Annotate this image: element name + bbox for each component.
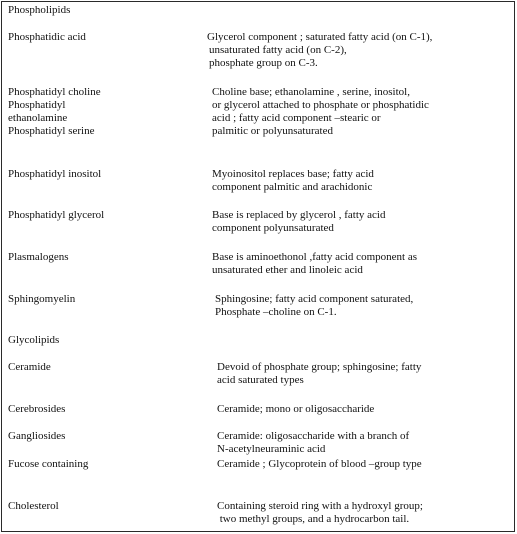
description-line: Phosphate –choline on C-1. xyxy=(215,306,337,318)
lipid-name: Gangliosides xyxy=(8,430,66,442)
lipid-description xyxy=(207,31,432,70)
name-line: Phosphatidyl choline xyxy=(8,86,101,98)
lipid-description xyxy=(212,251,417,277)
name-line: ethanolamine xyxy=(8,112,68,124)
lipid-name: Phosphatidyl inositol xyxy=(8,168,102,180)
description-line: palmitic or polyunsaturated xyxy=(212,125,333,137)
description-line: Choline base; ethanolamine , serine, inositol, xyxy=(212,86,410,98)
description-line: or glycerol attached to phosphate or phosphatidic xyxy=(212,99,429,111)
lipid-description xyxy=(212,209,386,235)
section-heading-phospholipids: Phospholipids xyxy=(8,4,71,16)
description-line: Devoid of phosphate group; sphingosine; fatty xyxy=(217,361,422,373)
description-line: component polyunsaturated xyxy=(212,222,334,234)
description-line: Glycerol component ; saturated fatty acid (on C-1), xyxy=(207,31,433,43)
lipid-name: Fucose containing xyxy=(8,458,89,470)
lipid-description xyxy=(217,500,423,526)
lipid-description: Ceramide; mono or oligosaccharide xyxy=(217,403,375,415)
lipid-name: Cholesterol xyxy=(8,500,59,512)
lipid-description xyxy=(215,293,413,319)
description-line: Ceramide: oligosaccharide with a branch of xyxy=(217,430,410,442)
lipid-name: Phosphatidyl glycerol xyxy=(8,209,105,221)
name-line: Phosphatidyl serine xyxy=(8,125,95,137)
section-heading-glycolipids: Glycolipids xyxy=(8,334,60,346)
lipid-name: Plasmalogens xyxy=(8,251,69,263)
description-line: Base is aminoethonol ,fatty acid component as xyxy=(212,251,417,263)
lipid-description xyxy=(217,430,409,456)
description-line: acid ; fatty acid component –stearic or xyxy=(212,112,381,124)
description-line: two methyl groups, and a hydrocarbon tail. xyxy=(217,513,410,525)
description-line: Containing steroid ring with a hydroxyl group; xyxy=(217,500,423,512)
lipid-name xyxy=(8,86,101,138)
name-line: Phosphatidyl xyxy=(8,99,66,111)
lipid-name: Ceramide xyxy=(8,361,51,373)
description-line: acid saturated types xyxy=(217,374,304,386)
lipid-description xyxy=(217,361,421,387)
description-line: Sphingosine; fatty acid component saturated, xyxy=(215,293,414,305)
description-line: unsaturated ether and linoleic acid xyxy=(212,264,363,276)
lipid-description xyxy=(212,86,429,138)
description-line: N-acetylneuraminic acid xyxy=(217,443,326,455)
description-line: unsaturated fatty acid (on C-2), xyxy=(209,44,347,56)
lipid-description xyxy=(212,168,374,194)
lipid-name: Cerebrosides xyxy=(8,403,66,415)
description-line: phosphate group on C-3. xyxy=(209,57,318,69)
description-line: Myoinositol replaces base; fatty acid xyxy=(212,168,374,180)
lipid-name: Phosphatidic acid xyxy=(8,31,86,43)
description-line: component palmitic and arachidonic xyxy=(212,181,373,193)
lipid-name: Sphingomyelin xyxy=(8,293,76,305)
description-line: Base is replaced by glycerol , fatty acid xyxy=(212,209,386,221)
lipid-description: Ceramide ; Glycoprotein of blood –group type xyxy=(217,458,422,470)
